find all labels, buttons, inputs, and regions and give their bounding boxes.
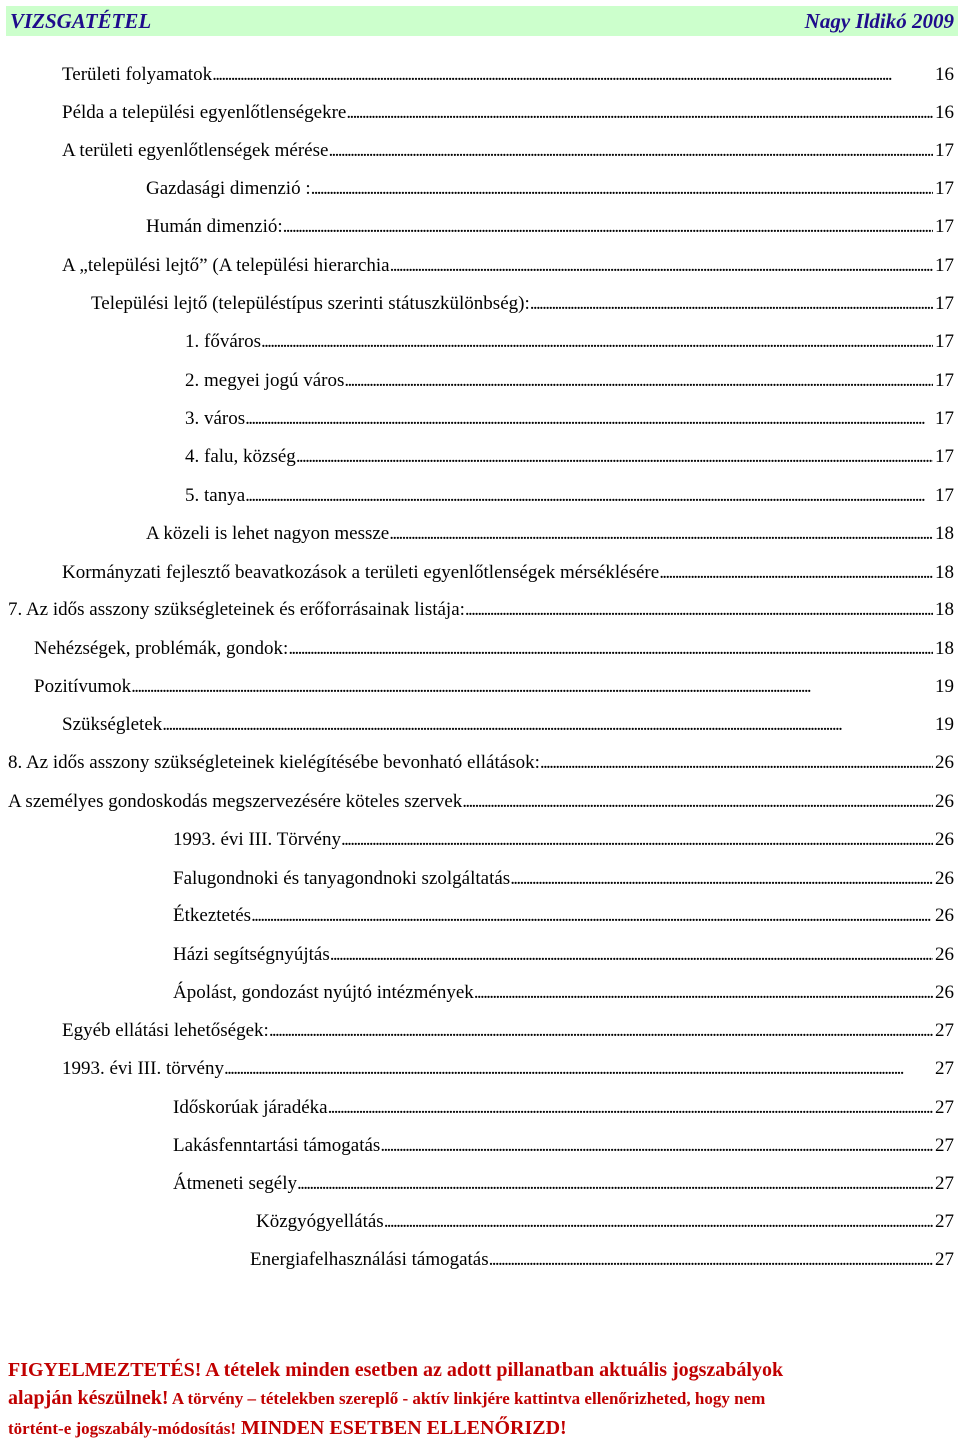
toc-leader xyxy=(245,483,933,509)
toc-entry[interactable] xyxy=(91,291,954,317)
toc-entry-title: Házi segítségnyújtás xyxy=(173,944,330,965)
toc-leader xyxy=(296,444,933,470)
toc-entry[interactable] xyxy=(62,253,954,279)
toc-entry[interactable] xyxy=(185,483,954,509)
toc-entry-page: 17 xyxy=(935,293,954,314)
toc-entry-page: 19 xyxy=(935,676,954,697)
toc-entry-page: 17 xyxy=(935,140,954,161)
toc-leader xyxy=(341,827,933,853)
toc-entry-title: 5. tanya xyxy=(185,485,246,506)
toc-entry[interactable] xyxy=(146,521,954,547)
warning-line-2a: alapján készülnek! xyxy=(8,1387,169,1409)
toc-entry-title: 8. Az idős asszony szükségleteinek kielégítésébe bevonható ellátások: xyxy=(8,752,540,773)
warning-notice xyxy=(8,1356,952,1444)
toc-entry-title: Szükségletek xyxy=(62,714,163,735)
toc-leader xyxy=(489,1247,933,1273)
toc-entry-page: 17 xyxy=(935,370,954,391)
toc-entry[interactable] xyxy=(146,214,954,240)
toc-leader xyxy=(380,1133,933,1159)
toc-entry-title: Lakásfenntartási támogatás xyxy=(173,1135,381,1156)
toc-entry-title: Példa a települési egyenlőtlenségekre xyxy=(62,102,347,123)
toc-leader xyxy=(389,521,933,547)
toc-entry-title: A közeli is lehet nagyon messze xyxy=(146,523,390,544)
toc-entry-title: Időskorúak járadéka xyxy=(173,1097,328,1118)
toc-entry[interactable] xyxy=(185,368,954,394)
toc-entry[interactable] xyxy=(185,329,954,355)
toc-entry-title: 2. megyei jogú város xyxy=(185,370,345,391)
toc-leader xyxy=(297,1171,933,1197)
toc-entry-page: 27 xyxy=(935,1173,954,1194)
header-title: VIZSGATÉTEL xyxy=(10,9,152,33)
toc-entry[interactable] xyxy=(173,1133,954,1159)
toc-entry-page: 27 xyxy=(935,1058,954,1079)
toc-entry-page: 26 xyxy=(935,982,954,1003)
toc-leader xyxy=(462,789,933,815)
toc-entry-page: 18 xyxy=(935,523,954,544)
toc-leader xyxy=(283,214,933,240)
toc-entry-page: 18 xyxy=(935,638,954,659)
toc-entry[interactable] xyxy=(250,1247,954,1273)
toc-entry-title: Kormányzati fejlesztő beavatkozások a területi egyenlőtlenségek mérséklésére xyxy=(62,562,660,583)
toc-entry[interactable] xyxy=(62,712,954,738)
toc-leader xyxy=(540,750,933,776)
toc-entry-page: 26 xyxy=(935,791,954,812)
toc-entry-title: 1993. évi III. Törvény xyxy=(173,829,341,850)
toc-leader xyxy=(346,100,933,126)
toc-leader xyxy=(288,636,933,662)
warning-line-2b: A törvény – tételekben szereplő - aktív linkjére kattintva ellenőrizheted, hogy nem xyxy=(168,1389,766,1408)
toc-entry-title: Ápolást, gondozást nyújtó intézmények xyxy=(173,982,474,1003)
toc-entry-title: Humán dimenzió: xyxy=(146,216,283,237)
toc-entry-page: 16 xyxy=(935,102,954,123)
toc-leader xyxy=(344,368,933,394)
toc-entry-page: 17 xyxy=(935,408,954,429)
toc-entry-page: 27 xyxy=(935,1020,954,1041)
toc-entry-page: 26 xyxy=(935,868,954,889)
toc-entry[interactable] xyxy=(34,674,954,700)
toc-entry[interactable] xyxy=(173,1171,954,1197)
toc-leader xyxy=(269,1018,933,1044)
toc-entry[interactable] xyxy=(62,62,954,88)
toc-entry[interactable] xyxy=(185,406,954,432)
toc-entry-page: 17 xyxy=(935,485,954,506)
toc-entry-title: Egyéb ellátási lehetőségek: xyxy=(62,1020,269,1041)
toc-entry-page: 19 xyxy=(935,714,954,735)
toc-entry[interactable] xyxy=(256,1209,954,1235)
toc-entry-page: 17 xyxy=(935,446,954,467)
toc-entry-title: Közgyógyellátás xyxy=(256,1211,384,1232)
toc-entry[interactable] xyxy=(173,903,954,929)
toc-entry-title: Területi folyamatok xyxy=(62,64,213,85)
toc-leader xyxy=(659,560,933,586)
toc-entry[interactable] xyxy=(8,789,954,815)
toc-entry[interactable] xyxy=(173,866,954,892)
toc-entry-title: Nehézségek, problémák, gondok: xyxy=(34,638,289,659)
toc-entry-page: 17 xyxy=(935,216,954,237)
toc-leader xyxy=(245,406,933,432)
toc-entry[interactable] xyxy=(185,444,954,470)
toc-entry[interactable] xyxy=(146,176,954,202)
toc-entry-title: Étkeztetés xyxy=(173,905,252,926)
toc-entry[interactable] xyxy=(62,1018,954,1044)
toc-leader xyxy=(474,980,933,1006)
toc-entry-title: A területi egyenlőtlenségek mérése xyxy=(62,140,329,161)
header-author: Nagy Ildikó 2009 xyxy=(804,9,954,33)
toc-leader xyxy=(328,1095,933,1121)
toc-entry[interactable] xyxy=(62,100,954,126)
toc-entry[interactable] xyxy=(173,942,954,968)
toc-entry[interactable] xyxy=(62,1056,954,1082)
page-header xyxy=(6,6,958,36)
toc-entry-title: Gazdasági dimenzió : xyxy=(146,178,311,199)
toc-leader xyxy=(328,138,933,164)
toc-entry-page: 26 xyxy=(935,905,954,926)
toc-entry-page: 16 xyxy=(935,64,954,85)
toc-entry-title: 7. Az idős asszony szükségleteinek és erőforrásainak listája: xyxy=(8,599,465,620)
warning-line-1: FIGYELMEZTETÉS! A tételek minden esetben az adott pillanatban aktuális jogszabályok xyxy=(8,1359,784,1381)
toc-leader xyxy=(261,329,933,355)
toc-entry[interactable] xyxy=(62,138,954,164)
toc-leader xyxy=(212,62,933,88)
toc-entry-title: 1993. évi III. törvény xyxy=(62,1058,224,1079)
toc-entry-title: 4. falu, község xyxy=(185,446,296,467)
toc-entry-title: A személyes gondoskodás megszervezésére köteles szervek xyxy=(8,791,463,812)
toc-leader xyxy=(390,253,933,279)
toc-leader xyxy=(330,942,933,968)
toc-entry-page: 27 xyxy=(935,1135,954,1156)
toc-entry-page: 26 xyxy=(935,752,954,773)
toc-leader xyxy=(131,674,933,700)
toc-leader xyxy=(465,597,933,623)
toc-leader xyxy=(311,176,933,202)
toc-entry-title: 1. főváros xyxy=(185,331,261,352)
toc-entry[interactable] xyxy=(173,980,954,1006)
toc-leader xyxy=(251,903,933,929)
toc-leader xyxy=(530,291,933,317)
toc-entry-page: 27 xyxy=(935,1249,954,1270)
toc-entry-page: 17 xyxy=(935,178,954,199)
toc-entry[interactable] xyxy=(173,827,954,853)
toc-leader xyxy=(384,1209,933,1235)
toc-entry[interactable] xyxy=(8,597,954,623)
toc-entry-page: 17 xyxy=(935,255,954,276)
toc-entry-page: 27 xyxy=(935,1097,954,1118)
toc-entry-page: 27 xyxy=(935,1211,954,1232)
toc-entry-page: 18 xyxy=(935,599,954,620)
toc-entry-title: Átmeneti segély xyxy=(173,1173,297,1194)
toc-leader xyxy=(224,1056,933,1082)
toc-entry[interactable] xyxy=(62,560,954,586)
toc-entry-title: Települési lejtő (településtípus szerinti státuszkülönbség): xyxy=(91,293,530,314)
toc-entry-title: Energiafelhasználási támogatás xyxy=(250,1249,489,1270)
toc-entry[interactable] xyxy=(8,750,954,776)
toc-entry-title: Falugondnoki és tanyagondnoki szolgáltatás xyxy=(173,868,511,889)
toc-leader xyxy=(510,866,933,892)
warning-line-3a: történt-e jogszabály-módosítás! xyxy=(8,1419,237,1438)
toc-entry[interactable] xyxy=(173,1095,954,1121)
toc-entry-page: 26 xyxy=(935,829,954,850)
toc-leader xyxy=(162,712,933,738)
toc-entry-title: 3. város xyxy=(185,408,246,429)
toc-entry-title: A „települési lejtő” (A települési hierarchia xyxy=(62,255,390,276)
toc-entry-title: Pozitívumok xyxy=(34,676,132,697)
warning-line-3b: MINDEN ESETBEN ELLENŐRIZD! xyxy=(236,1417,567,1439)
toc-entry-page: 26 xyxy=(935,944,954,965)
toc-entry-page: 17 xyxy=(935,331,954,352)
toc-entry-page: 18 xyxy=(935,562,954,583)
toc-entry[interactable] xyxy=(34,636,954,662)
